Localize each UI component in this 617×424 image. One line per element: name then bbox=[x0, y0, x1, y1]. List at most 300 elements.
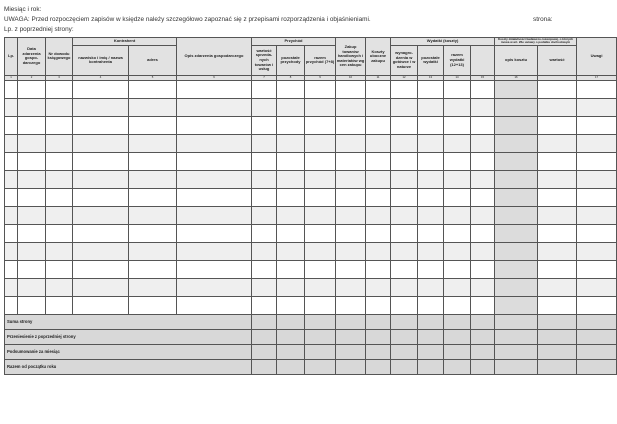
ledger-cell[interactable] bbox=[366, 278, 391, 296]
ledger-cell[interactable] bbox=[495, 116, 538, 134]
ledger-cell[interactable] bbox=[305, 242, 336, 260]
ledger-cell[interactable] bbox=[305, 206, 336, 224]
ledger-cell[interactable] bbox=[577, 242, 617, 260]
col-lp: Lp. bbox=[5, 38, 18, 76]
ledger-cell[interactable] bbox=[538, 278, 577, 296]
ledger-cell[interactable] bbox=[444, 242, 471, 260]
ledger-cell[interactable] bbox=[538, 296, 577, 314]
ledger-cell[interactable] bbox=[577, 152, 617, 170]
col-contractor-name: nazwisko i imię / nazwa kontrahenta bbox=[73, 45, 129, 75]
month-total-label: Podsumowanie za miesiąc bbox=[5, 344, 252, 359]
ledger-cell[interactable] bbox=[177, 98, 252, 116]
year-total-label: Razem od początku roku bbox=[5, 359, 252, 374]
ledger-row bbox=[5, 278, 617, 296]
ledger-cell[interactable] bbox=[418, 296, 444, 314]
ledger-cell[interactable] bbox=[336, 80, 366, 98]
ledger-cell[interactable] bbox=[46, 152, 73, 170]
page-number-label: strona: bbox=[533, 16, 553, 23]
ledger-cell[interactable] bbox=[538, 170, 577, 188]
ledger-cell[interactable] bbox=[177, 152, 252, 170]
ledger-row bbox=[5, 80, 617, 98]
ledger-row bbox=[5, 116, 617, 134]
col-income-sales: wartość sprzeda-nych towarów i usług bbox=[252, 45, 277, 75]
ledger-cell[interactable] bbox=[538, 206, 577, 224]
ledger-cell[interactable] bbox=[177, 206, 252, 224]
ledger-cell[interactable] bbox=[73, 188, 129, 206]
ledger-cell[interactable] bbox=[577, 260, 617, 278]
ledger-cell[interactable] bbox=[73, 242, 129, 260]
ledger-cell[interactable] bbox=[471, 188, 495, 206]
ledger-cell[interactable] bbox=[46, 116, 73, 134]
ledger-cell[interactable] bbox=[495, 98, 538, 116]
ledger-row bbox=[5, 260, 617, 278]
ledger-cell[interactable] bbox=[252, 242, 277, 260]
ledger-cell[interactable] bbox=[5, 242, 18, 260]
ledger-cell[interactable] bbox=[444, 98, 471, 116]
col-number: 7 bbox=[252, 75, 277, 80]
ledger-cell[interactable] bbox=[538, 134, 577, 152]
ledger-cell[interactable] bbox=[305, 278, 336, 296]
ledger-cell[interactable] bbox=[252, 98, 277, 116]
ledger-cell[interactable] bbox=[305, 296, 336, 314]
ledger-cell[interactable] bbox=[366, 296, 391, 314]
ledger-cell[interactable] bbox=[305, 98, 336, 116]
ledger-cell[interactable] bbox=[418, 188, 444, 206]
ledger-cell[interactable] bbox=[73, 98, 129, 116]
col-date: Data zdarzenia gospo-darczego bbox=[18, 38, 46, 76]
ledger-cell[interactable] bbox=[129, 98, 177, 116]
ledger-cell[interactable] bbox=[5, 260, 18, 278]
ledger-cell[interactable] bbox=[391, 206, 418, 224]
ledger-cell[interactable] bbox=[277, 260, 305, 278]
ledger-cell[interactable] bbox=[336, 134, 366, 152]
ledger-cell[interactable] bbox=[46, 260, 73, 278]
ledger-cell[interactable] bbox=[471, 242, 495, 260]
ledger-table bbox=[4, 37, 617, 375]
ledger-cell[interactable] bbox=[177, 134, 252, 152]
ledger-cell[interactable] bbox=[495, 296, 538, 314]
ledger-cell[interactable] bbox=[177, 242, 252, 260]
ledger-cell[interactable] bbox=[177, 80, 252, 98]
ledger-cell[interactable] bbox=[5, 188, 18, 206]
ledger-cell[interactable] bbox=[46, 98, 73, 116]
ledger-cell[interactable] bbox=[366, 98, 391, 116]
ledger-cell[interactable] bbox=[277, 98, 305, 116]
ledger-cell[interactable] bbox=[18, 152, 46, 170]
ledger-row bbox=[5, 242, 617, 260]
ledger-cell[interactable] bbox=[538, 152, 577, 170]
ledger-cell[interactable] bbox=[46, 296, 73, 314]
ledger-cell[interactable] bbox=[46, 134, 73, 152]
ledger-cell[interactable] bbox=[129, 152, 177, 170]
ledger-cell[interactable] bbox=[418, 242, 444, 260]
ledger-cell[interactable] bbox=[366, 260, 391, 278]
ledger-cell[interactable] bbox=[336, 188, 366, 206]
ledger-cell[interactable] bbox=[5, 170, 18, 188]
ledger-cell[interactable] bbox=[444, 134, 471, 152]
summary-row bbox=[5, 344, 617, 359]
ledger-cell[interactable] bbox=[129, 242, 177, 260]
ledger-cell[interactable] bbox=[391, 242, 418, 260]
col-expenses-salary: wynagro-dzenia w gotówce i w naturze bbox=[391, 45, 418, 75]
col-number: 10 bbox=[336, 75, 366, 80]
ledger-cell[interactable] bbox=[577, 98, 617, 116]
ledger-cell[interactable] bbox=[391, 188, 418, 206]
ledger-cell[interactable] bbox=[391, 278, 418, 296]
ledger-cell[interactable] bbox=[336, 152, 366, 170]
ledger-cell[interactable] bbox=[305, 170, 336, 188]
ledger-cell[interactable] bbox=[73, 260, 129, 278]
summary-row bbox=[5, 359, 617, 374]
ledger-cell[interactable] bbox=[129, 206, 177, 224]
ledger-cell[interactable] bbox=[252, 188, 277, 206]
ledger-cell[interactable] bbox=[46, 206, 73, 224]
col-number: 14 bbox=[444, 75, 471, 80]
ledger-cell[interactable] bbox=[46, 242, 73, 260]
ledger-cell[interactable] bbox=[495, 206, 538, 224]
ledger-cell[interactable] bbox=[5, 116, 18, 134]
ledger-cell[interactable] bbox=[418, 134, 444, 152]
ledger-row bbox=[5, 134, 617, 152]
ledger-cell[interactable] bbox=[18, 224, 46, 242]
ledger-cell[interactable] bbox=[277, 242, 305, 260]
ledger-row bbox=[5, 188, 617, 206]
ledger-cell[interactable] bbox=[305, 80, 336, 98]
ledger-cell[interactable] bbox=[538, 98, 577, 116]
ledger-cell[interactable] bbox=[471, 80, 495, 98]
ledger-cell[interactable] bbox=[418, 152, 444, 170]
ledger-cell[interactable] bbox=[252, 296, 277, 314]
ledger-cell[interactable] bbox=[495, 242, 538, 260]
col-number: 6 bbox=[177, 75, 252, 80]
carried-forward-label: Przeniesienie z poprzedniej strony bbox=[5, 329, 252, 344]
ledger-cell[interactable] bbox=[73, 152, 129, 170]
ledger-cell[interactable] bbox=[391, 224, 418, 242]
ledger-cell[interactable] bbox=[577, 170, 617, 188]
ledger-cell[interactable] bbox=[471, 278, 495, 296]
ledger-cell[interactable] bbox=[336, 116, 366, 134]
ledger-cell[interactable] bbox=[495, 170, 538, 188]
ledger-cell[interactable] bbox=[73, 278, 129, 296]
ledger-cell[interactable] bbox=[277, 170, 305, 188]
ledger-cell[interactable] bbox=[46, 170, 73, 188]
col-expenses-total: razem wydatki (12+13) bbox=[444, 45, 471, 75]
ledger-cell[interactable] bbox=[252, 116, 277, 134]
ledger-cell[interactable] bbox=[305, 116, 336, 134]
col-contractor-address: adres bbox=[129, 45, 177, 75]
ledger-cell[interactable] bbox=[277, 224, 305, 242]
ledger-cell[interactable] bbox=[177, 170, 252, 188]
col-income-other: pozostałe przychody bbox=[277, 45, 305, 75]
ledger-cell[interactable] bbox=[129, 224, 177, 242]
ledger-cell[interactable] bbox=[444, 206, 471, 224]
ledger-cell[interactable] bbox=[391, 134, 418, 152]
ledger-row bbox=[5, 152, 617, 170]
col-number: 4 bbox=[73, 75, 129, 80]
ledger-cell[interactable] bbox=[305, 188, 336, 206]
ledger-cell[interactable] bbox=[5, 134, 18, 152]
ledger-cell[interactable] bbox=[305, 152, 336, 170]
ledger-cell[interactable] bbox=[252, 152, 277, 170]
ledger-cell[interactable] bbox=[5, 80, 18, 98]
col-event-description: Opis zdarzenia gospodarczego bbox=[177, 38, 252, 76]
ledger-cell[interactable] bbox=[277, 188, 305, 206]
ledger-cell[interactable] bbox=[418, 206, 444, 224]
ledger-cell[interactable] bbox=[5, 98, 18, 116]
ledger-cell[interactable] bbox=[129, 278, 177, 296]
ledger-cell[interactable] bbox=[129, 260, 177, 278]
ledger-cell[interactable] bbox=[418, 224, 444, 242]
col-income-group: Przychód bbox=[252, 38, 336, 46]
ledger-cell[interactable] bbox=[129, 170, 177, 188]
ledger-cell[interactable] bbox=[305, 224, 336, 242]
ledger-cell[interactable] bbox=[336, 260, 366, 278]
ledger-cell[interactable] bbox=[495, 260, 538, 278]
ledger-cell[interactable] bbox=[366, 134, 391, 152]
ledger-cell[interactable] bbox=[538, 260, 577, 278]
ledger-cell[interactable] bbox=[495, 80, 538, 98]
ledger-cell[interactable] bbox=[538, 116, 577, 134]
ledger-cell[interactable] bbox=[444, 188, 471, 206]
ledger-cell[interactable] bbox=[577, 188, 617, 206]
ledger-cell[interactable] bbox=[18, 206, 46, 224]
ledger-cell[interactable] bbox=[336, 224, 366, 242]
ledger-cell[interactable] bbox=[73, 224, 129, 242]
page-total-label: Suma strony bbox=[5, 314, 252, 329]
ledger-cell[interactable] bbox=[46, 278, 73, 296]
ledger-cell[interactable] bbox=[391, 98, 418, 116]
ledger-cell[interactable] bbox=[577, 134, 617, 152]
ledger-cell[interactable] bbox=[366, 80, 391, 98]
ledger-cell[interactable] bbox=[444, 260, 471, 278]
col-side-costs: Koszty uboczne zakupu bbox=[366, 38, 391, 76]
ledger-cell[interactable] bbox=[418, 98, 444, 116]
ledger-cell[interactable] bbox=[577, 224, 617, 242]
ledger-cell[interactable] bbox=[471, 134, 495, 152]
ledger-cell[interactable] bbox=[5, 296, 18, 314]
ledger-cell[interactable] bbox=[391, 80, 418, 98]
ledger-cell[interactable] bbox=[418, 80, 444, 98]
ledger-cell[interactable] bbox=[336, 296, 366, 314]
ledger-cell[interactable] bbox=[336, 242, 366, 260]
ledger-cell[interactable] bbox=[73, 116, 129, 134]
ledger-cell[interactable] bbox=[277, 116, 305, 134]
ledger-cell[interactable] bbox=[444, 296, 471, 314]
col-expenses-blank bbox=[471, 45, 495, 75]
ledger-row bbox=[5, 206, 617, 224]
ledger-cell[interactable] bbox=[418, 278, 444, 296]
ledger-cell[interactable] bbox=[538, 188, 577, 206]
ledger-body bbox=[5, 80, 617, 314]
ledger-cell[interactable] bbox=[177, 278, 252, 296]
ledger-cell[interactable] bbox=[277, 152, 305, 170]
ledger-cell[interactable] bbox=[73, 134, 129, 152]
summary-row bbox=[5, 329, 617, 344]
col-number: 2 bbox=[18, 75, 46, 80]
ledger-cell[interactable] bbox=[444, 170, 471, 188]
ledger-cell[interactable] bbox=[5, 278, 18, 296]
ledger-cell[interactable] bbox=[471, 224, 495, 242]
ledger-cell[interactable] bbox=[46, 224, 73, 242]
ledger-cell[interactable] bbox=[495, 224, 538, 242]
col-number: 15 bbox=[471, 75, 495, 80]
ledger-cell[interactable] bbox=[277, 206, 305, 224]
ledger-cell[interactable] bbox=[18, 260, 46, 278]
ledger-cell[interactable] bbox=[277, 134, 305, 152]
ledger-cell[interactable] bbox=[129, 188, 177, 206]
ledger-cell[interactable] bbox=[336, 206, 366, 224]
ledger-cell[interactable] bbox=[471, 116, 495, 134]
ledger-cell[interactable] bbox=[418, 170, 444, 188]
ledger-cell[interactable] bbox=[277, 278, 305, 296]
ledger-cell[interactable] bbox=[252, 134, 277, 152]
ledger-cell[interactable] bbox=[366, 224, 391, 242]
ledger-cell[interactable] bbox=[366, 170, 391, 188]
col-expenses-other: pozostałe wydatki bbox=[418, 45, 444, 75]
ledger-cell[interactable] bbox=[538, 242, 577, 260]
ledger-cell[interactable] bbox=[577, 278, 617, 296]
ledger-cell[interactable] bbox=[252, 260, 277, 278]
col-number: 13 bbox=[418, 75, 444, 80]
ledger-cell[interactable] bbox=[177, 188, 252, 206]
ledger-cell[interactable] bbox=[471, 206, 495, 224]
ledger-cell[interactable] bbox=[577, 206, 617, 224]
ledger-cell[interactable] bbox=[252, 170, 277, 188]
ledger-cell[interactable] bbox=[444, 116, 471, 134]
col-doc-number: Nr dowodu księgowego bbox=[46, 38, 73, 76]
ledger-cell[interactable] bbox=[18, 278, 46, 296]
ledger-cell[interactable] bbox=[18, 170, 46, 188]
col-rnd-value: wartość bbox=[538, 45, 577, 75]
ledger-cell[interactable] bbox=[366, 152, 391, 170]
ledger-row bbox=[5, 296, 617, 314]
ledger-cell[interactable] bbox=[5, 152, 18, 170]
ledger-cell[interactable] bbox=[73, 80, 129, 98]
ledger-cell[interactable] bbox=[18, 116, 46, 134]
ledger-cell[interactable] bbox=[471, 170, 495, 188]
ledger-cell[interactable] bbox=[177, 296, 252, 314]
ledger-cell[interactable] bbox=[538, 80, 577, 98]
ledger-cell[interactable] bbox=[177, 260, 252, 278]
ledger-cell[interactable] bbox=[471, 296, 495, 314]
ledger-cell[interactable] bbox=[18, 242, 46, 260]
col-notes: Uwagi bbox=[577, 38, 617, 76]
ledger-cell[interactable] bbox=[471, 260, 495, 278]
ledger-cell[interactable] bbox=[538, 224, 577, 242]
col-number: 9 bbox=[305, 75, 336, 80]
ledger-cell[interactable] bbox=[177, 224, 252, 242]
col-income-total: razem przychód (7+8) bbox=[305, 45, 336, 75]
col-rnd-group: Koszty działalności badawczo-rozwojowej, o których mowa w art. 26e ustawy o podatku dochodowym bbox=[495, 38, 577, 46]
ledger-cell[interactable] bbox=[46, 80, 73, 98]
ledger-cell[interactable] bbox=[444, 224, 471, 242]
ledger-cell[interactable] bbox=[252, 278, 277, 296]
ledger-cell[interactable] bbox=[252, 224, 277, 242]
ledger-cell[interactable] bbox=[277, 80, 305, 98]
col-contractor-group: Kontrahent bbox=[73, 38, 177, 46]
col-number: 8 bbox=[277, 75, 305, 80]
ledger-cell[interactable] bbox=[444, 278, 471, 296]
ledger-cell[interactable] bbox=[336, 170, 366, 188]
ledger-cell[interactable] bbox=[366, 188, 391, 206]
ledger-cell[interactable] bbox=[73, 206, 129, 224]
col-number: 11 bbox=[366, 75, 391, 80]
ledger-cell[interactable] bbox=[129, 296, 177, 314]
ledger-cell[interactable] bbox=[444, 152, 471, 170]
ledger-cell[interactable] bbox=[5, 224, 18, 242]
ledger-cell[interactable] bbox=[18, 98, 46, 116]
col-number: 12 bbox=[391, 75, 418, 80]
ledger-cell[interactable] bbox=[305, 260, 336, 278]
col-number: 16 bbox=[495, 75, 538, 80]
ledger-cell[interactable] bbox=[5, 206, 18, 224]
ledger-cell[interactable] bbox=[18, 134, 46, 152]
ledger-cell[interactable] bbox=[18, 296, 46, 314]
col-goods-purchase: Zakup towarów handlowych i materiałów wg cen zakupu bbox=[336, 38, 366, 76]
ledger-cell[interactable] bbox=[418, 260, 444, 278]
ledger-cell[interactable] bbox=[336, 278, 366, 296]
previous-page-label: Lp. z poprzedniej strony: bbox=[4, 26, 74, 33]
ledger-cell[interactable] bbox=[495, 188, 538, 206]
col-number: 3 bbox=[46, 75, 73, 80]
ledger-cell[interactable] bbox=[391, 260, 418, 278]
ledger-cell[interactable] bbox=[391, 296, 418, 314]
ledger-cell[interactable] bbox=[495, 134, 538, 152]
ledger-cell[interactable] bbox=[73, 170, 129, 188]
warning-text: UWAGA: Przed rozpoczęciem zapisów w księdze należy szczegółowo zapoznać się z przepisami rozporządzenia i objaśnieniami. bbox=[4, 16, 371, 23]
ledger-row bbox=[5, 224, 617, 242]
col-expenses-group: Wydatki (koszty) bbox=[391, 38, 495, 46]
col-number: 5 bbox=[129, 75, 177, 80]
ledger-cell[interactable] bbox=[336, 98, 366, 116]
ledger-cell[interactable] bbox=[277, 296, 305, 314]
ledger-cell[interactable] bbox=[391, 152, 418, 170]
ledger-cell[interactable] bbox=[444, 80, 471, 98]
ledger-cell[interactable] bbox=[577, 116, 617, 134]
ledger-cell[interactable] bbox=[577, 296, 617, 314]
ledger-cell[interactable] bbox=[577, 80, 617, 98]
ledger-cell[interactable] bbox=[418, 116, 444, 134]
ledger-cell[interactable] bbox=[305, 134, 336, 152]
ledger-cell[interactable] bbox=[73, 296, 129, 314]
col-number: 1 bbox=[5, 75, 18, 80]
ledger-cell[interactable] bbox=[391, 170, 418, 188]
ledger-cell[interactable] bbox=[18, 80, 46, 98]
col-number: 17 bbox=[577, 75, 617, 80]
ledger-row bbox=[5, 170, 617, 188]
ledger-cell[interactable] bbox=[366, 116, 391, 134]
ledger-cell[interactable] bbox=[252, 206, 277, 224]
month-year-label: Miesiąc i rok: bbox=[4, 6, 42, 13]
col-rnd-description: opis kosztu bbox=[495, 45, 538, 75]
ledger-cell[interactable] bbox=[391, 116, 418, 134]
ledger-cell[interactable] bbox=[129, 116, 177, 134]
ledger-cell[interactable] bbox=[471, 152, 495, 170]
ledger-cell[interactable] bbox=[471, 98, 495, 116]
ledger-cell[interactable] bbox=[129, 80, 177, 98]
ledger-cell[interactable] bbox=[46, 188, 73, 206]
ledger-cell[interactable] bbox=[495, 278, 538, 296]
ledger-cell[interactable] bbox=[129, 134, 177, 152]
ledger-cell[interactable] bbox=[252, 80, 277, 98]
summary-row bbox=[5, 314, 617, 329]
ledger-cell[interactable] bbox=[177, 116, 252, 134]
ledger-cell[interactable] bbox=[495, 152, 538, 170]
ledger-cell[interactable] bbox=[366, 242, 391, 260]
ledger-cell[interactable] bbox=[18, 188, 46, 206]
ledger-cell[interactable] bbox=[366, 206, 391, 224]
ledger-row bbox=[5, 98, 617, 116]
